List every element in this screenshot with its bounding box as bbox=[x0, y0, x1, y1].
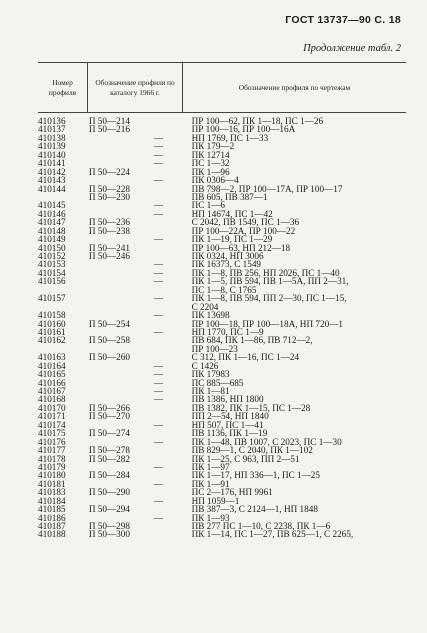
cell-number: 410162 bbox=[38, 335, 66, 346]
cell-drawing: ПВ 1386, НП 1800 bbox=[191, 394, 264, 405]
cell-catalog: — bbox=[153, 234, 164, 245]
cell-drawing: НП 14674, ПС 1—42 bbox=[191, 208, 273, 219]
cell-drawing: ПР 100—63, НП 212—18 bbox=[191, 242, 291, 253]
cell-catalog: П 50—238 bbox=[88, 225, 130, 236]
cell-catalog: — bbox=[153, 208, 164, 219]
cell-catalog: П 50—230 bbox=[88, 191, 130, 202]
cell-number: 410163 bbox=[38, 352, 66, 363]
cell-drawing: ПК 1—19, ПС 1—29 bbox=[191, 234, 273, 245]
cell-catalog: П 50—224 bbox=[88, 166, 130, 177]
cell-drawing: ПК 1—25, С 963, ПП 2—51 bbox=[191, 453, 300, 464]
cell-number: 410174 bbox=[38, 419, 66, 430]
cell-drawing: ПК 13698 bbox=[191, 310, 230, 321]
cell-drawing: ПП 2—54, НП 1840 bbox=[191, 411, 269, 422]
cell-catalog: — bbox=[153, 175, 164, 186]
cell-catalog: — bbox=[153, 394, 164, 405]
cell-catalog: — bbox=[153, 495, 164, 506]
cell-catalog: — bbox=[153, 158, 164, 169]
cell-catalog: — bbox=[153, 310, 164, 321]
cell-number: 410181 bbox=[38, 478, 66, 489]
cell-catalog: П 50—282 bbox=[88, 453, 130, 464]
cell-number: 410136 bbox=[38, 116, 66, 126]
cell-drawing: ПК 12714 bbox=[191, 149, 230, 160]
cell-number: 410188 bbox=[38, 529, 66, 540]
cell-number: 410149 bbox=[38, 234, 66, 245]
cell-drawing: С 312, ПК 1—16, ПС 1—24 bbox=[191, 352, 300, 363]
cell-catalog: П 50—274 bbox=[88, 428, 130, 439]
cell-drawing: ПК 1—91 bbox=[191, 478, 230, 489]
header-number: Номер профиля bbox=[48, 78, 77, 97]
cell-catalog: П 50—216 bbox=[88, 124, 130, 135]
cell-number: 410183 bbox=[38, 487, 66, 498]
cell-number: 410145 bbox=[38, 200, 66, 211]
cell-number: 410161 bbox=[38, 326, 66, 337]
cell-catalog: П 50—260 bbox=[88, 352, 130, 363]
cell-number: 410141 bbox=[38, 158, 66, 169]
cell-drawing: ПК 1—81 bbox=[191, 386, 230, 396]
cell-drawing: ПВ 684, ПК 1—86, ПВ 712—2, bbox=[191, 335, 313, 346]
cell-catalog: — bbox=[153, 293, 164, 304]
cell-number: 410185 bbox=[38, 504, 66, 515]
cell-catalog: П 50—278 bbox=[88, 445, 130, 456]
cell-number: 410166 bbox=[38, 377, 66, 388]
cell-catalog: — bbox=[153, 512, 164, 523]
cell-catalog: — bbox=[153, 259, 164, 270]
cell-catalog: — bbox=[153, 377, 164, 388]
cell-catalog: П 50—258 bbox=[88, 335, 130, 346]
cell-number: 410137 bbox=[38, 124, 66, 135]
cell-number: 410176 bbox=[38, 436, 66, 447]
header-catalog: Обозначение профиля по каталогу 1966 г. bbox=[87, 63, 182, 112]
cell-catalog: — bbox=[153, 419, 164, 430]
cell-catalog: П 50—290 bbox=[88, 487, 130, 498]
cell-drawing: С 1426 bbox=[191, 360, 219, 371]
cell-drawing: ПР 100—16, ПР 100—16А bbox=[191, 124, 296, 135]
cell-number: 410157 bbox=[38, 293, 66, 304]
cell-catalog: — bbox=[153, 326, 164, 337]
cell-catalog: П 50—246 bbox=[88, 251, 130, 261]
cell-drawing: ПС 2—176, НП 9961 bbox=[191, 487, 273, 498]
cell-number: 410144 bbox=[38, 183, 66, 194]
cell-drawing: ПР 100—22А, ПР 100—22 bbox=[191, 225, 296, 236]
cell-catalog: П 50—214 bbox=[88, 116, 130, 126]
cell-drawing: ПВ 1382, ПК 1—15, ПС 1—28 bbox=[191, 402, 311, 413]
cell-number: 410160 bbox=[38, 318, 66, 329]
cell-catalog: — bbox=[153, 132, 164, 143]
cell-number: 410180 bbox=[38, 470, 66, 481]
number-column bbox=[38, 117, 87, 539]
cell-drawing: ПК 17983 bbox=[191, 369, 230, 380]
cell-number: 410139 bbox=[38, 141, 66, 152]
cell-number: 410153 bbox=[38, 259, 66, 270]
cell-number: 410143 bbox=[38, 175, 66, 186]
cell-drawing: ПК 1—96 bbox=[191, 166, 230, 177]
cell-catalog: — bbox=[153, 200, 164, 211]
cell-drawing: ПВ 798—2, ПР 100—17А, ПР 100—17 bbox=[191, 183, 343, 194]
profile-table bbox=[38, 62, 406, 539]
cell-number: 410177 bbox=[38, 445, 66, 456]
cell-number: 410146 bbox=[38, 208, 66, 219]
cell-number: 410170 bbox=[38, 402, 66, 413]
cell-number: 410156 bbox=[38, 276, 66, 287]
cell-catalog: — bbox=[153, 478, 164, 489]
cell-drawing: ПС 885—685 bbox=[191, 377, 244, 388]
cell-catalog: П 50—294 bbox=[88, 504, 130, 515]
cell-drawing: ПК 1—93 bbox=[191, 512, 230, 523]
cell-drawing: ПК 1—8, ПВ 256, НП 2026, ПС 1—40 bbox=[191, 267, 340, 278]
cell-drawing: ПК 179—2 bbox=[191, 141, 235, 152]
catalog-column bbox=[87, 117, 183, 539]
cell-number: 410142 bbox=[38, 166, 66, 177]
cell-number: 410140 bbox=[38, 149, 66, 160]
cell-number: 410167 bbox=[38, 386, 66, 396]
cell-number: 410154 bbox=[38, 267, 66, 278]
cell-catalog: — bbox=[153, 276, 164, 287]
cell-drawing: ПК 0306—4 bbox=[191, 175, 239, 186]
cell-number: 410187 bbox=[38, 521, 66, 531]
cell-catalog bbox=[88, 303, 183, 311]
cell-catalog: П 50—241 bbox=[88, 242, 130, 253]
cell-drawing: ПВ 605, ПВ 387—1 bbox=[191, 191, 268, 202]
cell-drawing: ПК 1—97 bbox=[191, 461, 230, 472]
cell-catalog: П 50—236 bbox=[88, 217, 130, 228]
cell-number: 410148 bbox=[38, 225, 66, 236]
cell-drawing: НП 1769, ПС 1—33 bbox=[191, 132, 269, 143]
cell-drawing: ПР 100—62, ПК 1—18, ПС 1—26 bbox=[191, 116, 324, 126]
cell-drawing: ПК 1—14, ПС 1—27, ПВ 625—1, С 2265, bbox=[191, 529, 354, 540]
cell-drawing: С 2042, ПВ 1549, ПС 1—36 bbox=[191, 217, 300, 228]
cell-drawing: ПВ 1136, ПК 1—19 bbox=[191, 428, 268, 439]
cell-catalog: — bbox=[153, 360, 164, 371]
cell-drawing: НП 1059—1 bbox=[191, 495, 240, 506]
cell-catalog: — bbox=[153, 369, 164, 380]
table-header bbox=[38, 63, 406, 113]
cell-drawing: ПК 1—5, ПВ 594, ПВ 1—5А, ПП 2—31, bbox=[191, 276, 349, 287]
table-body bbox=[38, 113, 406, 539]
cell-drawing: ПС 1—32 bbox=[191, 158, 230, 169]
drawing-column bbox=[183, 117, 406, 539]
cell-catalog: П 50—284 bbox=[88, 470, 130, 481]
cell-catalog: П 50—300 bbox=[88, 529, 130, 540]
table-continuation-label: Продолжение табл. 2 bbox=[303, 43, 401, 54]
cell-drawing: ПВ 277 ПС 1—10, С 2238, ПК 1—6 bbox=[191, 521, 331, 531]
cell-drawing: ПК 1—8, ПВ 594, ПП 2—30, ПС 1—15, bbox=[191, 293, 347, 304]
cell-drawing: ПС 1—8, С 1765 bbox=[191, 284, 257, 295]
cell-catalog: П 50—270 bbox=[88, 411, 130, 422]
cell-number: 410147 bbox=[38, 217, 66, 228]
cell-drawing: ПК 16373, С 1549 bbox=[191, 259, 262, 270]
page-header: ГОСТ 13737—90 С. 18 bbox=[285, 14, 401, 26]
cell-number: 410158 bbox=[38, 310, 66, 321]
cell-drawing: ПР 100—18, ПР 100—18А, НП 720—1 bbox=[191, 318, 343, 329]
cell-catalog bbox=[88, 286, 183, 294]
cell-drawing: ПВ 829—1, С 2040, ПК 1—102 bbox=[191, 445, 313, 456]
cell-catalog: — bbox=[153, 436, 164, 447]
cell-catalog: — bbox=[153, 386, 164, 396]
cell-catalog: — bbox=[153, 267, 164, 278]
cell-drawing: ПК 1—48, ПВ 1007, С 2023, ПС 1—30 bbox=[191, 436, 342, 447]
cell-drawing: ПК 0324, НП 3006 bbox=[191, 251, 264, 261]
cell-catalog: П 50—298 bbox=[88, 521, 130, 531]
cell-catalog: — bbox=[153, 149, 164, 160]
cell-number: 410186 bbox=[38, 512, 66, 523]
cell-drawing: С 2204 bbox=[191, 301, 219, 312]
cell-number: 410165 bbox=[38, 369, 66, 380]
cell-number: 410171 bbox=[38, 411, 66, 422]
cell-drawing: НП 1770, ПС 1—9 bbox=[191, 326, 264, 337]
cell-catalog: П 50—254 bbox=[88, 318, 130, 329]
cell-catalog: П 50—228 bbox=[88, 183, 130, 194]
cell-drawing: ПС 1—6 bbox=[191, 200, 226, 211]
cell-number: 410184 bbox=[38, 495, 66, 506]
header-drawing: Обозначение профиля по чертежам bbox=[182, 63, 406, 112]
cell-drawing: НП 507, ПС 1—41 bbox=[191, 419, 264, 430]
cell-number: 410168 bbox=[38, 394, 66, 405]
cell-drawing: ПВ 387—3, С 2124—1, НП 1848 bbox=[191, 504, 318, 515]
cell-number: 410164 bbox=[38, 360, 66, 371]
cell-number: 410152 bbox=[38, 251, 66, 261]
cell-number: 410138 bbox=[38, 132, 66, 143]
cell-drawing: ПР 100—23 bbox=[191, 343, 238, 354]
cell-number: 410179 bbox=[38, 461, 66, 472]
cell-catalog: — bbox=[153, 461, 164, 472]
cell-catalog: — bbox=[153, 141, 164, 152]
cell-number: 410150 bbox=[38, 242, 66, 253]
cell-number: 410175 bbox=[38, 428, 66, 439]
cell-drawing: ПК 1—17, НП 336—1, ПС 1—25 bbox=[191, 470, 320, 481]
cell-number: 410178 bbox=[38, 453, 66, 464]
cell-catalog: П 50—266 bbox=[88, 402, 130, 413]
